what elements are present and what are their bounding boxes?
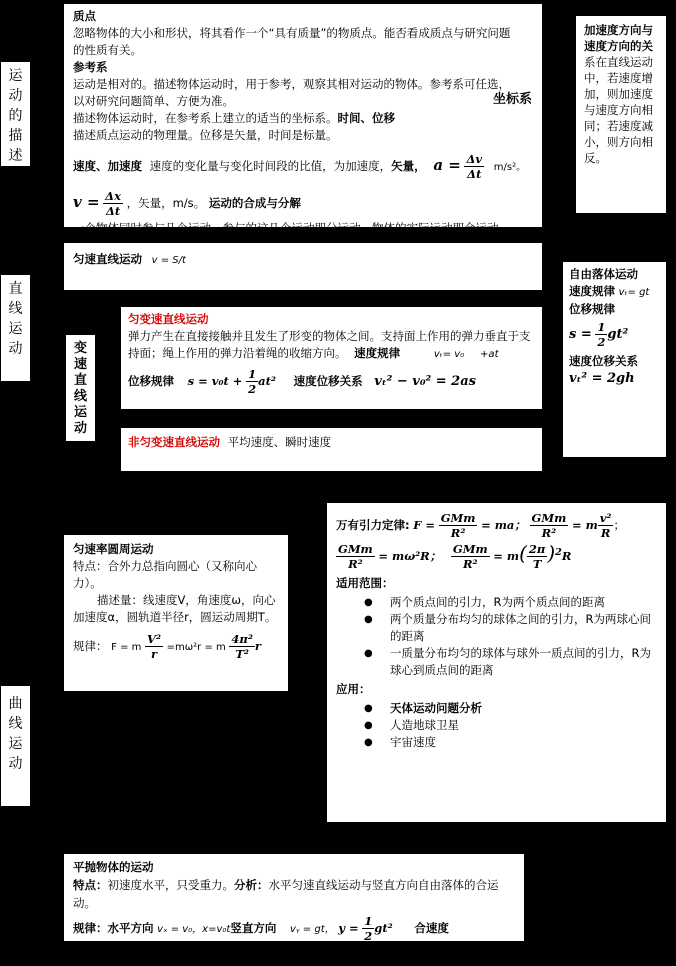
projectile-title: 平抛物体的运动 — [73, 860, 154, 874]
nonuniform-title: 非匀变速直线运动 — [128, 435, 220, 449]
circular-title: 匀速率圆周运动 — [73, 542, 154, 556]
compose-title: 运动的合成与分解 — [208, 196, 301, 210]
ua-vel-formula: vₜ= v₀ +at — [433, 349, 499, 360]
frac-num: GMm — [338, 542, 373, 556]
freefall-box — [563, 262, 666, 457]
frac-num: 1 — [248, 367, 257, 381]
feature-label: 特点： — [73, 878, 108, 892]
accel-note-text: 系在直线运动中，若速度增加，则加速度与速度方向相同；若速度减小，则方向相反。 — [584, 55, 653, 165]
circular-law — [73, 632, 280, 661]
app-title: 应用： — [336, 682, 371, 696]
formula-part: R — [561, 549, 572, 563]
list-item: ● 宇宙速度 — [336, 734, 658, 751]
nonuniform-box — [121, 428, 542, 471]
frac-num: GMm — [531, 511, 567, 525]
frac-num: 1 — [597, 320, 606, 334]
tab-linear — [1, 275, 30, 381]
list-item: ● 一质量分布均匀的球体与球外一质点间的引力，R为球心到质点间的距离 — [336, 645, 658, 679]
frac-num: 2π — [528, 542, 546, 556]
vector-word: 矢量， — [391, 159, 426, 173]
tab-char: 速 — [73, 357, 87, 372]
scope-list — [336, 594, 658, 679]
acc-formula: a = — [433, 156, 461, 174]
list-item: ● 天体运动问题分析 — [336, 700, 658, 717]
paren: ) — [547, 541, 556, 565]
formula-part: F = — [413, 518, 436, 532]
frac-den: R² — [541, 526, 557, 540]
tab-char: 动 — [8, 88, 23, 104]
ref-text: 运动是相对的。描述物体运动时，用于参考，观察其相对运动的物体。参考系可任选， — [73, 77, 510, 91]
ua-disp-line — [128, 367, 536, 396]
uniform-accel-title: 匀变速直线运动 — [128, 312, 209, 326]
tab-char: 运 — [73, 405, 87, 420]
v-tail: ，矢量，m/s。 — [126, 196, 206, 210]
frac-den: R² — [450, 526, 466, 540]
freefall-vel-formula: vₜ= gt — [618, 287, 650, 298]
tan-formula: tanθ = vᵧ/vₓ — [290, 949, 364, 963]
acc-fraction — [464, 152, 484, 181]
paren: ( — [519, 541, 527, 565]
ua-vel-title: 速度规律 — [354, 346, 401, 360]
frac-den: R² — [348, 557, 363, 571]
tab-char: 直 — [8, 281, 23, 297]
v2-r-fraction — [145, 632, 163, 661]
tab-char: 的 — [8, 108, 23, 124]
disp-text: 描述质点运动的物理量。位移是矢量，时间是标量。 — [73, 128, 338, 142]
uniform-title: 匀速直线运动 — [73, 252, 142, 266]
gravity-line2 — [336, 542, 658, 571]
formula-part: y = — [338, 921, 359, 935]
frac-num: v² — [599, 511, 612, 525]
law-label: 规律： — [73, 921, 108, 935]
accel-note-title2: 速度方向的关 — [584, 39, 653, 53]
projectile-vt-line — [73, 947, 516, 966]
tab-char: 运 — [8, 321, 23, 337]
frac-num: Δx — [105, 189, 121, 203]
time-title: 时间、位移 — [337, 111, 395, 125]
formula-part: = ma； — [481, 518, 526, 532]
nonuniform-text: 平均速度、瞬时速度 — [227, 435, 332, 449]
tab-char: 曲 — [8, 696, 23, 712]
analysis-text: 水平匀速直线运动与竖直方向自由落体的合运动。 — [73, 878, 499, 910]
vertical-formula: vᵧ = gt， — [289, 924, 335, 935]
formula-part: =mω²r = m — [166, 642, 226, 653]
4pi2-t2-fraction — [229, 632, 254, 661]
ref-title: 参考系 — [73, 60, 108, 74]
vt-formula: vₜ = √(vₓ² + vᵧ²) — [73, 949, 183, 964]
coord-title: 坐标系 — [492, 92, 532, 107]
coord-line — [73, 110, 534, 127]
v-formula: v = — [73, 193, 100, 211]
tab-char: 线 — [8, 716, 23, 732]
frac-num: 4π² — [231, 632, 253, 646]
v-fraction — [103, 189, 123, 218]
frac-den: Δt — [105, 204, 121, 218]
scope-title: 适用范围： — [336, 576, 394, 590]
formula-part: = mω²R； — [378, 549, 442, 563]
freefall-vel-title: 速度规律 — [569, 284, 615, 298]
horizontal-formula: vₓ = v₀，x=v₀t — [157, 924, 231, 935]
analysis-label: 分析： — [234, 878, 269, 892]
gmm-r2-fraction — [530, 511, 569, 540]
freefall-disp-formula — [569, 320, 660, 349]
frac-den: Δt — [467, 167, 482, 181]
vertical-label: 竖直方向 — [230, 921, 277, 935]
uniform-accel-box — [121, 307, 542, 409]
tab-char: 线 — [73, 389, 87, 404]
projectile-box — [64, 854, 524, 964]
frac-num: 1 — [364, 914, 373, 928]
half-fraction — [595, 320, 607, 349]
formula-part: F = m — [111, 642, 142, 653]
frac-den: R — [600, 526, 611, 540]
accel-note-title: 加速度方向与 — [584, 23, 653, 37]
ref-text2: 以对研究问题简单、方便为准。 — [73, 94, 234, 108]
tab-char: 运 — [8, 68, 23, 84]
frac-den: T — [532, 557, 542, 571]
gravity-line1 — [336, 511, 658, 540]
frac-num: GMm — [440, 511, 476, 525]
tab-char: 描 — [8, 128, 23, 144]
acc-unit: m/s²。 — [493, 162, 527, 173]
frac-den: 2 — [248, 382, 257, 396]
freefall-rel-title: 速度位移关系 — [569, 354, 638, 368]
formula-part: at² — [258, 374, 276, 388]
coord-text: 描述物体运动时，在参考系上建立的适当的坐标系。 — [73, 111, 338, 125]
frac-den: R² — [462, 557, 478, 571]
feature-text: 初速度水平，只受重力。 — [107, 878, 234, 892]
gravity-box — [327, 503, 666, 822]
projectile-law-line — [73, 914, 516, 943]
formula-part: = m — [493, 549, 520, 563]
tab-char: 变 — [73, 341, 87, 356]
freefall-rel-formula: vₜ² = 2gh — [569, 371, 635, 386]
ua-rel-title: 速度位移关系 — [293, 374, 363, 388]
frac-num: GMm — [452, 542, 488, 556]
projectile-feature-line — [73, 876, 516, 912]
point-title: 质点 — [73, 9, 96, 23]
ua-rel-formula: vₜ² − v₀² = 2as — [374, 374, 476, 389]
circular-box — [64, 535, 288, 691]
circular-law-label: 规律： — [73, 639, 108, 653]
uniform-formula: v = S/t — [151, 255, 186, 266]
formula-part: gt² — [607, 327, 629, 342]
cut-text: 一个物体同时参与几个运动，参与的这几个运动即分运动，物体的实际运动即合运动。 — [73, 221, 510, 235]
vel-title: 速度、加速度 — [73, 159, 142, 173]
tab-char: 运 — [8, 736, 23, 752]
v-line — [73, 189, 534, 218]
describe-box — [64, 4, 542, 235]
tab-char: 动 — [8, 756, 23, 772]
accel-note-box — [576, 16, 666, 213]
list-item: ● 两个质点间的引力，R为两个质点间的距离 — [336, 594, 658, 611]
tab-curvilinear — [1, 686, 30, 806]
gmm-r2-fraction — [439, 511, 478, 540]
horizontal-label: 水平方向 — [107, 921, 154, 935]
tab-char: 动 — [73, 421, 87, 436]
tab-char: 述 — [8, 148, 23, 164]
v2-r-fraction — [598, 511, 614, 540]
formula-part: s = v₀t + — [187, 374, 243, 388]
frac-den: 2 — [364, 929, 373, 943]
uniform-accel-text: 弹力产生在直接接触并且发生了形变的物体之间。支持面上作用的弹力垂直于支持面；绳上作用的弹力沿着绳的收缩方向。 — [128, 329, 531, 360]
gmm-r2-fraction — [451, 542, 490, 571]
half-fraction — [246, 367, 258, 396]
app-list — [336, 700, 658, 751]
frac-den: 2 — [597, 335, 606, 349]
formula-part: gt² — [374, 921, 393, 935]
tab-char: 直 — [73, 373, 87, 388]
exponent: 2 — [555, 547, 562, 559]
list-item: ● 人造地球卫星 — [336, 717, 658, 734]
frac-den: T² — [235, 647, 249, 661]
2pi-t-fraction — [527, 542, 547, 571]
half-fraction — [362, 914, 374, 943]
circular-desc: 描述量：线速度V，角速度ω，向心加速度α，圆轨道半径r，圆运动周期T。 — [73, 593, 277, 624]
velocity-line — [73, 152, 534, 181]
frac-num: Δv — [466, 152, 483, 166]
formula-part: = m — [571, 518, 598, 532]
tab-char: 线 — [8, 301, 23, 317]
ref-text-line2 — [73, 93, 534, 110]
formula-part: r — [254, 639, 261, 653]
circular-feature: 特点：合外力总指向圆心（又称向心力）。 — [73, 559, 257, 590]
frac-den: r — [151, 647, 158, 661]
list-item: ● 两个质量分布均匀的球体之间的引力，R为两球心间的距离 — [336, 611, 658, 645]
freefall-title: 自由落体运动 — [569, 267, 638, 281]
ua-disp-title: 位移规律 — [128, 374, 174, 388]
freefall-disp-title: 位移规律 — [569, 302, 615, 316]
tab-variable — [66, 335, 95, 441]
vel-text: 速度的变化量与变化时间段的比值，为加速度， — [149, 159, 392, 173]
uniform-box — [64, 243, 542, 290]
gmm-r2-fraction — [336, 542, 375, 571]
formula-part: ； — [613, 518, 625, 532]
formula-part: s = — [569, 327, 592, 342]
angle-text: 与x正向夹角tanθ= — [186, 949, 287, 963]
tab-kinematics — [1, 62, 30, 166]
combined-label: 合速度 — [414, 921, 449, 935]
gravity-title: 万有引力定律: — [336, 518, 410, 532]
frac-num: V² — [147, 632, 162, 646]
tab-char: 动 — [8, 341, 23, 357]
point-text: 忽略物体的大小和形状，将其看作一个“具有质量”的物质点。能否看成质点与研究问题的性质有关。 — [73, 26, 511, 57]
